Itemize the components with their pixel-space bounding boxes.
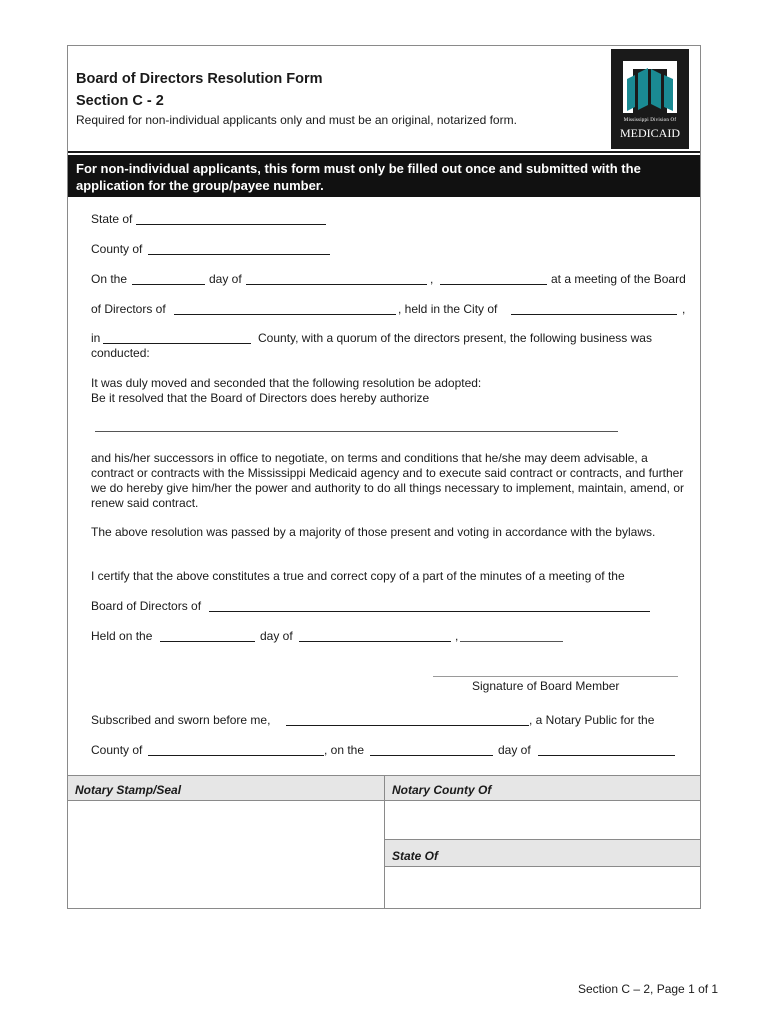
state-of-area[interactable] xyxy=(385,867,700,909)
medicaid-logo xyxy=(611,49,689,149)
notary-month-field[interactable] xyxy=(538,755,675,756)
moved-text: It was duly moved and seconded that the following resolution be adopted: xyxy=(91,376,482,390)
logo-name: MEDICAID xyxy=(620,126,680,140)
board-directors-of-label: Board of Directors of xyxy=(91,599,202,613)
day-of-label-2: day of xyxy=(498,743,531,757)
in-label: in xyxy=(91,331,101,345)
day-of-label: day of xyxy=(209,272,242,286)
subscribed-label: Subscribed and sworn before me, xyxy=(91,713,271,727)
notary-stamp-header: Notary Stamp/Seal xyxy=(68,775,384,801)
held-on-label: Held on the xyxy=(91,629,153,643)
authorized-person-field[interactable] xyxy=(95,431,618,432)
held-day-field[interactable] xyxy=(160,641,255,642)
logo-subtitle: Mississippi Division Of xyxy=(623,118,677,123)
county-of-label: County of xyxy=(91,242,143,256)
notary-name-field[interactable] xyxy=(286,725,529,726)
section-label: Section C - 2 xyxy=(76,93,164,109)
held-year-field[interactable] xyxy=(460,641,563,642)
quorum-county-field[interactable] xyxy=(103,343,251,344)
city-field[interactable] xyxy=(511,314,677,315)
on-the-label: On the xyxy=(91,272,128,286)
signature-field[interactable] xyxy=(433,676,678,677)
medicaid-emblem-icon xyxy=(611,49,689,119)
held-comma-label: , xyxy=(455,629,459,643)
resolved-text: Be it resolved that the Board of Directors does hereby authorize xyxy=(91,391,430,405)
notary-county-header: Notary County Of xyxy=(385,775,700,801)
passed-paragraph: The above resolution was passed by a majority of those present and voting in accordance with the bylaws. xyxy=(91,525,656,539)
state-of-header: State Of xyxy=(385,839,700,867)
held-month-field[interactable] xyxy=(299,641,451,642)
meeting-day-field[interactable] xyxy=(132,284,205,285)
comma-label-2: , xyxy=(682,302,686,316)
page-footer: Section C – 2, Page 1 of 1 xyxy=(578,982,719,996)
signature-label: Signature of Board Member xyxy=(472,679,620,693)
header-rule xyxy=(68,151,700,153)
meeting-year-field[interactable] xyxy=(440,284,547,285)
on-the-label-2: , on the xyxy=(324,743,365,757)
form-title: Board of Directors Resolution Form xyxy=(76,71,323,87)
quorum-label: County, with a quorum of the directors present, the following business was xyxy=(258,331,652,345)
board-organization-field[interactable] xyxy=(209,611,650,612)
comma-label: , xyxy=(430,272,434,286)
state-of-label: State of xyxy=(91,212,133,226)
notary-public-label: , a Notary Public for the xyxy=(529,713,655,727)
held-day-of-label: day of xyxy=(260,629,293,643)
held-city-label: , held in the City of xyxy=(398,302,498,316)
notary-county-field[interactable] xyxy=(148,755,324,756)
of-directors-label: of Directors of xyxy=(91,302,166,316)
notary-stamp-area[interactable] xyxy=(68,801,384,909)
county-of-label-2: County of xyxy=(91,743,143,757)
notary-day-field[interactable] xyxy=(370,755,493,756)
organization-field[interactable] xyxy=(174,314,396,315)
instruction-banner: For non-individual applicants, this form must only be filled out once and submitted with the application for the group/payee number. xyxy=(68,155,700,197)
requirement-note: Required for non-individual applicants only and must be an original, notarized form. xyxy=(76,113,517,127)
conducted-label: conducted: xyxy=(91,346,150,360)
notary-table-divider xyxy=(384,775,385,909)
county-field[interactable] xyxy=(148,254,330,255)
notary-county-area[interactable] xyxy=(385,801,700,839)
meeting-month-field[interactable] xyxy=(246,284,427,285)
state-field[interactable] xyxy=(136,224,326,225)
successors-paragraph: and his/her successors in office to negotiate, on terms and conditions that he/she may deem advisable, a contract or contracts with the Mississippi Medicaid agency and to execute said contract or contracts, and further we do hereby give him/her the power and authority to do all things necessary to implement, maintain, amend, or renew said contract. xyxy=(91,451,684,510)
meeting-board-label: at a meeting of the Board xyxy=(551,272,686,286)
certify-text: I certify that the above constitutes a true and correct copy of a part of the minutes of a meeting of the xyxy=(91,569,625,583)
